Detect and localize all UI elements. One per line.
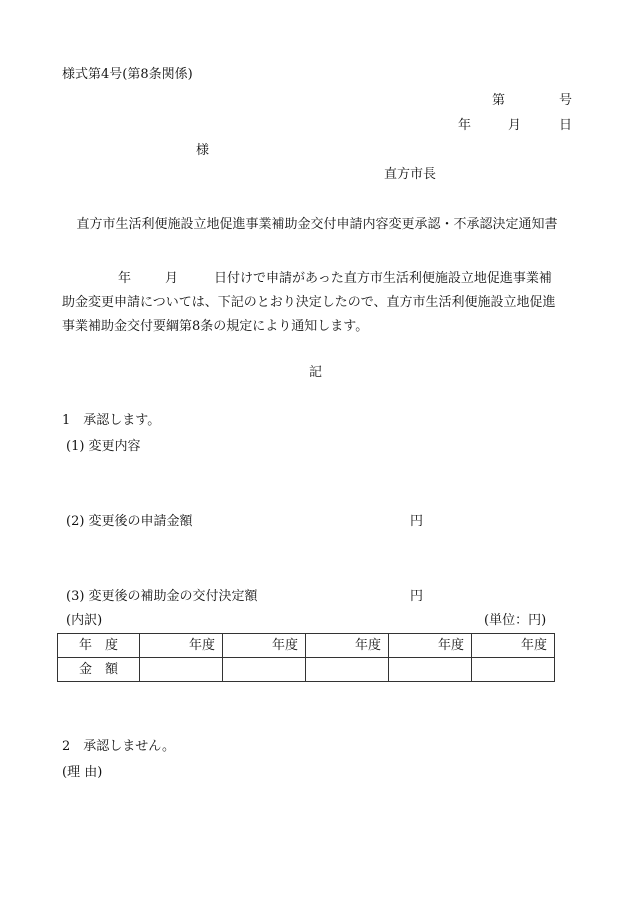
body-line-1-rest: 日付けで申請があった直方市生活利便施設立地促進事業補 — [214, 271, 552, 286]
breakdown-label: (内訳) — [66, 613, 103, 628]
amount-cell — [140, 658, 223, 682]
addressee: 様 — [196, 143, 210, 158]
amount-cell — [306, 658, 389, 682]
reason-label: (理 由) — [62, 765, 103, 780]
issue-date — [458, 119, 572, 135]
body-line-1 — [62, 267, 582, 291]
document-number — [492, 94, 572, 110]
table-row-year — [58, 634, 555, 658]
amount-cell — [223, 658, 306, 682]
amount-cell — [389, 658, 472, 682]
breakdown-table — [57, 633, 555, 682]
document-number-suffix: 号 — [558, 93, 572, 108]
document-number-prefix: 第 — [492, 93, 506, 108]
year-cell: 年度 — [140, 634, 223, 658]
section-2-heading: 2 承認しません。 — [62, 739, 176, 754]
item-revised-application-amount-unit: 円 — [410, 514, 424, 529]
ki-heading: 記 — [309, 365, 323, 380]
table-row-amount — [58, 658, 555, 682]
date-month: 月 — [508, 118, 522, 133]
row-header-year: 年 度 — [58, 634, 140, 658]
unit-label: (単位：円) — [484, 613, 547, 628]
document-title: 直方市生活利便施設立地促進事業補助金交付申請内容変更承認・不承認決定通知書 — [76, 217, 558, 232]
date-year: 年 — [458, 118, 472, 133]
year-cell: 年度 — [389, 634, 472, 658]
form-number: 様式第4号(第8条関係) — [62, 67, 193, 82]
year-cell: 年度 — [223, 634, 306, 658]
section-1-heading: 1 承認します。 — [62, 413, 161, 428]
year-cell: 年度 — [306, 634, 389, 658]
sender: 直方市長 — [384, 167, 437, 182]
item-revised-application-amount: (2) 変更後の申請金額 — [66, 514, 193, 529]
item-revised-grant-amount-unit: 円 — [410, 589, 424, 604]
item-revised-grant-amount: (3) 変更後の補助金の交付決定額 — [66, 589, 258, 604]
body-text — [62, 267, 582, 339]
row-header-amount: 金 額 — [58, 658, 140, 682]
body-month: 月 — [165, 271, 179, 286]
amount-cell — [472, 658, 555, 682]
body-line-3: 事業補助金交付要綱第8条の規定により通知します。 — [62, 319, 369, 334]
year-cell: 年度 — [472, 634, 555, 658]
item-change-details: (1) 変更内容 — [66, 439, 141, 454]
date-day: 日 — [558, 118, 572, 133]
body-year: 年 — [118, 271, 132, 286]
body-line-2: 助金変更申請については、下記のとおり決定したので、直方市生活利便施設立地促進 — [62, 295, 556, 310]
